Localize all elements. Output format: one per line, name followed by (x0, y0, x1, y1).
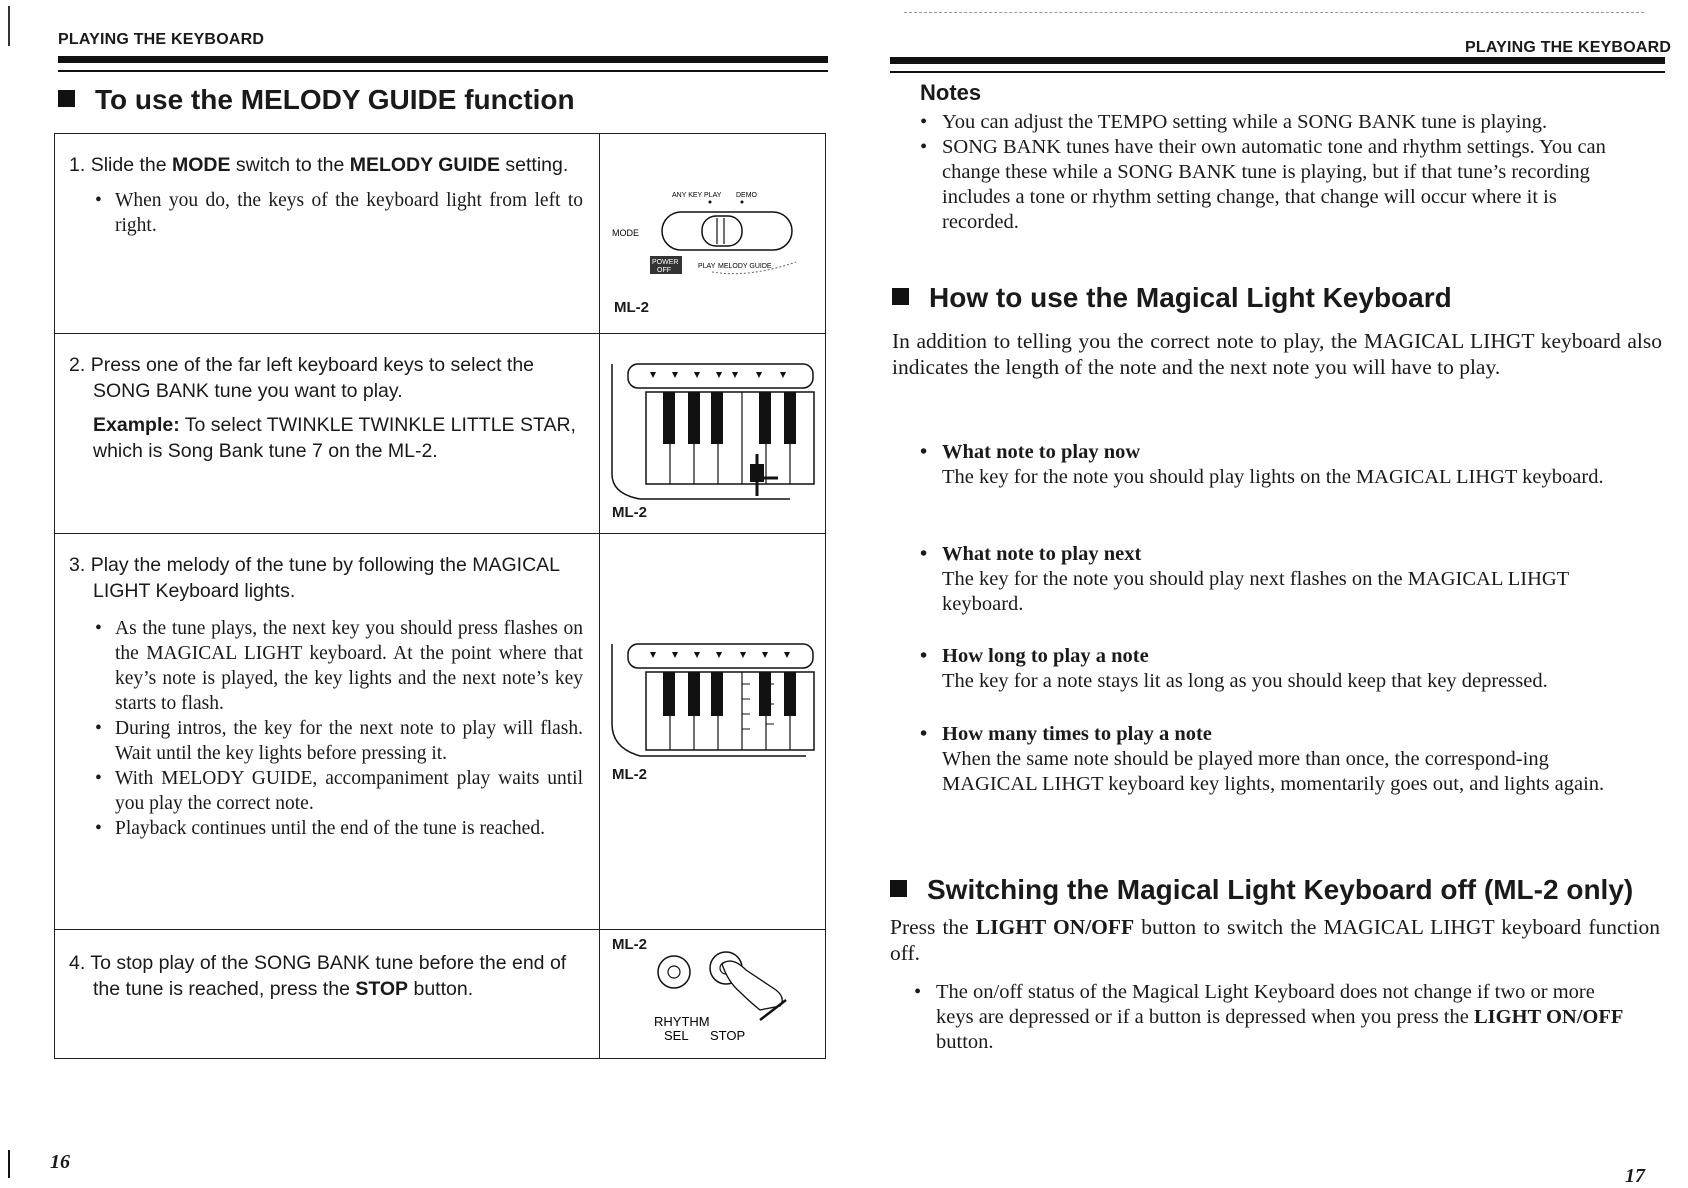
bullet-item: • When you do, the keys of the keyboard light from left to right. (69, 188, 583, 238)
note-item: • You can adjust the TEMPO setting while a SONG BANK tune is playing. (918, 110, 1633, 135)
item-body: The key for the note you should play next flashes on the MAGICAL LIHGT keyboard. (942, 568, 1569, 615)
step-row-1 (55, 134, 825, 334)
stop-label: STOP (710, 1028, 746, 1043)
scan-edge-mark (8, 1150, 10, 1178)
keyboard-select-figure (600, 334, 825, 533)
header-rule-thin (58, 70, 828, 72)
mode-switch-figure (600, 134, 825, 333)
keyboard-play-figure (600, 534, 825, 929)
section-title-melody-guide: To use the MELODY GUIDE function (58, 84, 575, 116)
step-row-3 (55, 534, 825, 930)
step-text (55, 930, 600, 1058)
page-header-left: PLAYING THE KEYBOARD (58, 31, 265, 48)
step-instruction: 4. To stop play of the SONG BANK tune before the end of the tune is reached, press the STOP button. (69, 952, 567, 1000)
step-instruction: 1. Slide the MODE switch to the MELODY GUIDE setting. (69, 154, 569, 176)
header-rule (58, 56, 828, 63)
item-heading: • What note to play next (920, 542, 1630, 567)
step-row-2 (55, 334, 825, 534)
off-label: OFF (657, 267, 671, 274)
page-number: 17 (1625, 1165, 1645, 1187)
sel-label: SEL (664, 1028, 689, 1043)
step-instruction: 2. Press one of the far left keyboard keys to select the SONG BANK tune you want to play. (69, 354, 535, 402)
header-rule (890, 57, 1665, 64)
info-item (920, 440, 1630, 490)
square-bullet-icon (58, 90, 75, 107)
info-item (920, 722, 1630, 797)
item-body: When the same note should be played more than once, the correspond-ing MAGICAL LIHGT keyboard key lights, momentarily goes out, and lights again. (942, 748, 1605, 795)
note-item: • SONG BANK tunes have their own automatic tone and rhythm settings. You can change these while a SONG BANK tune is playing, but if that tune’s recording includes a tone or rhythm setting change, that change will occur where it is recorded. (918, 135, 1633, 235)
bullet-item: • As the tune plays, the next key you should press flashes on the MAGICAL LIGHT keyboard. At the point where that key’s note is played, the key lights and the next note’s key starts to flash. (69, 616, 583, 716)
page-number: 16 (50, 1151, 70, 1173)
step-text (55, 534, 600, 929)
item-body: The key for the note you should play lights on the MAGICAL LIHGT keyboard. (942, 466, 1604, 488)
item-heading: • What note to play now (920, 440, 1630, 465)
scan-edge-mark (8, 6, 10, 46)
power-label: POWER (652, 259, 679, 266)
notes-title: Notes (920, 80, 982, 105)
model-label: ML-2 (612, 766, 647, 783)
page-header-right: PLAYING THE KEYBOARD (1465, 39, 1672, 56)
any-key-play-label: ANY KEY PLAY (672, 192, 722, 199)
item-body: The key for a note stays lit as long as you should keep that key depressed. (942, 670, 1548, 692)
square-bullet-icon (890, 880, 907, 897)
step-instruction: 3. Play the melody of the tune by following the MAGICAL LIGHT Keyboard lights. (69, 554, 560, 602)
section-title-magical-light: How to use the Magical Light Keyboard (892, 282, 1452, 314)
stop-button-figure (600, 930, 825, 1058)
bullet-item: • During intros, the key for the next note to play will flash. Wait until the key lights before pressing it. (69, 716, 583, 766)
steps-table (54, 133, 826, 1059)
scan-edge-mark (904, 12, 1644, 14)
bullet-item: • With MELODY GUIDE, accompaniment play waits until you play the correct note. (69, 766, 583, 816)
step-text (55, 134, 600, 333)
play-label: PLAY (698, 263, 716, 270)
header-rule-thin (890, 71, 1665, 73)
info-item (920, 644, 1630, 694)
rhythm-label: RHYTHM (654, 1014, 710, 1029)
info-item (920, 542, 1630, 617)
model-label: ML-2 (614, 299, 649, 316)
bullet-item: • The on/off status of the Magical Light Keyboard does not change if two or more keys are depressed or if a button is depressed when you press the LIGHT ON/OFF button. (912, 980, 1627, 1055)
square-bullet-icon (892, 288, 909, 305)
section2-bullet (912, 980, 1627, 1055)
notes-list (918, 110, 1633, 235)
step-row-4 (55, 930, 825, 1058)
bullet-item: • Playback continues until the end of the tune is reached. (69, 816, 583, 841)
model-label: ML-2 (612, 936, 647, 953)
item-heading: • How long to play a note (920, 644, 1630, 669)
section-title-switch-off: Switching the Magical Light Keyboard off (ML-2 only) (890, 874, 1633, 906)
step-text (55, 334, 600, 533)
demo-label: DEMO (736, 192, 757, 199)
model-label: ML-2 (612, 504, 647, 521)
melody-guide-label: MELODY GUIDE (718, 263, 772, 270)
item-heading: • How many times to play a note (920, 722, 1630, 747)
mode-label: MODE (612, 228, 639, 238)
example-text: Example: To select TWINKLE TWINKLE LITTLE STAR, which is Song Bank tune 7 on the ML-2. (93, 414, 576, 462)
section2-text: Press the LIGHT ON/OFF button to switch the MAGICAL LIHGT keyboard function off. (890, 915, 1660, 965)
section1-intro: In addition to telling you the correct note to play, the MAGICAL LIHGT keyboard also indicates the length of the note and the next note you will have to play. (892, 329, 1662, 379)
